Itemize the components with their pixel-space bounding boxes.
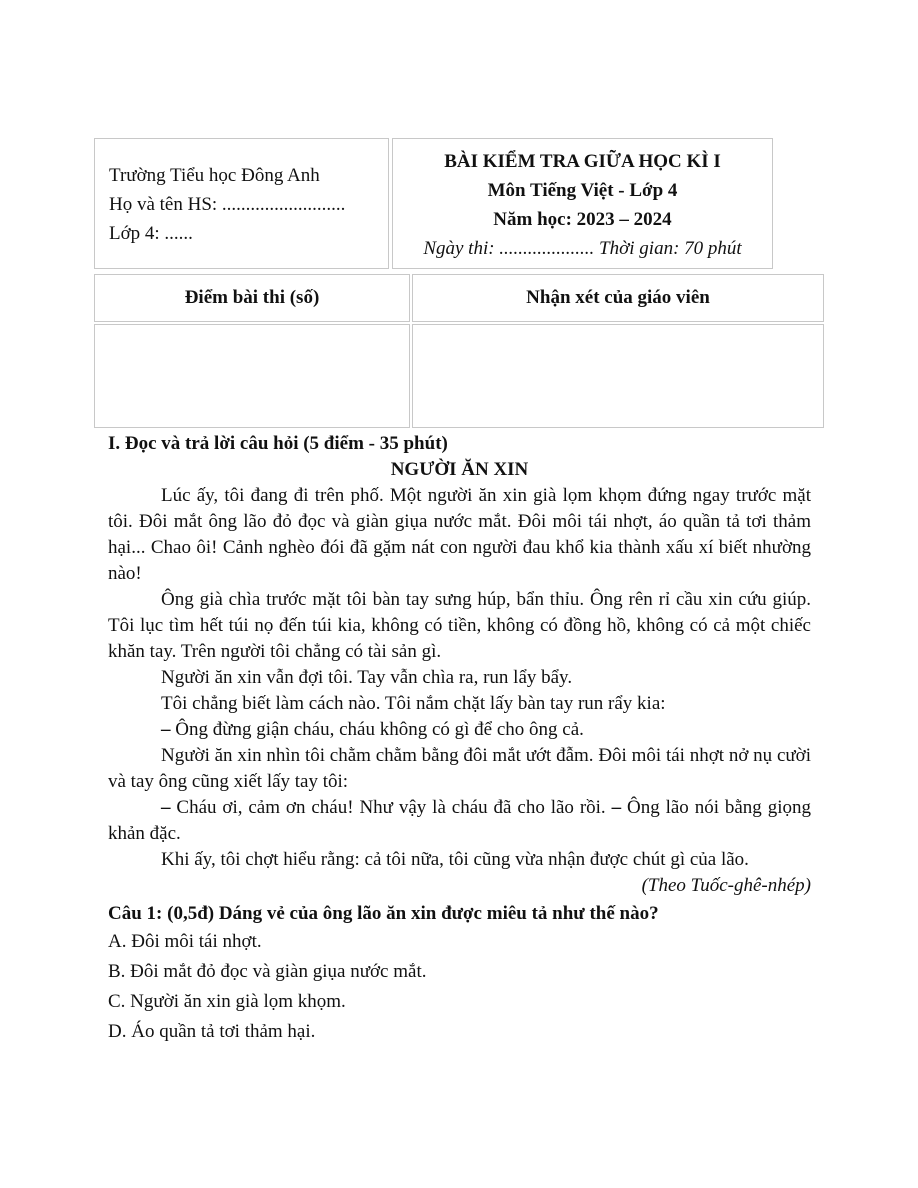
story-dialogue	[108, 717, 811, 743]
student-name-field: Họ và tên HS: ..........................	[109, 194, 346, 215]
teacher-comment-cell[interactable]	[412, 324, 824, 428]
section-heading: I. Đọc và trả lời câu hỏi (5 điểm - 35 phút)	[108, 433, 448, 454]
exam-subject: Môn Tiếng Việt - Lớp 4	[487, 180, 678, 201]
school-name: Trường Tiểu học Đông Anh	[109, 165, 320, 186]
exam-title-box	[392, 138, 773, 269]
story-paragraph: Tôi chẳng biết làm cách nào. Tôi nắm chặt lấy bàn tay run rẩy kia:	[161, 693, 666, 714]
answer-option-d[interactable]: D. Áo quần tả tơi thảm hại.	[108, 1021, 316, 1042]
dialogue-text: Ông đừng giận cháu, cháu không có gì để cho ông cả.	[170, 719, 584, 740]
story-source: (Theo Tuốc-ghê-nhép)	[641, 875, 811, 896]
answer-option-c[interactable]: C. Người ăn xin già lọm khọm.	[108, 991, 346, 1012]
story-paragraph: Khi ấy, tôi chợt hiểu rằng: cả tôi nữa, tôi cũng vừa nhận được chút gì của lão.	[161, 849, 749, 870]
school-info-box	[94, 138, 389, 269]
class-field: Lớp 4: ......	[109, 223, 193, 244]
exam-date-time: Ngày thi: .................... Thời gian: 70 phút	[423, 238, 742, 259]
story-paragraph: Người ăn xin nhìn tôi chằm chằm bằng đôi mắt ướt đẫm. Đôi môi tái nhợt nở nụ cười và tay ông cũng xiết lấy tay tôi:	[108, 745, 811, 792]
question-1: Câu 1: (0,5đ) Dáng vẻ của ông lão ăn xin được miêu tả như thế nào?	[108, 903, 659, 924]
story-title: NGƯỜI ĂN XIN	[390, 459, 529, 480]
dialogue-dash: –	[161, 719, 171, 740]
dialogue-text: Cháu ơi, cảm ơn cháu! Như vậy là cháu đã cho lão rồi.	[170, 797, 612, 818]
exam-title: BÀI KIỂM TRA GIỮA HỌC KÌ I	[444, 151, 721, 172]
score-header: Điểm bài thi (số)	[94, 274, 410, 322]
teacher-comment-header: Nhận xét của giáo viên	[412, 274, 824, 322]
story-paragraph: Ông già chìa trước mặt tôi bàn tay sưng húp, bẩn thỉu. Ông rên rỉ cầu xin cứu giúp. Tôi lục tìm hết túi nọ đến túi kia, không có tiền, không có đồng hồ, không có cả một chiếc khăn tay. Trên người tôi chẳng có tài sản gì.	[108, 589, 811, 662]
story-paragraph: Lúc ấy, tôi đang đi trên phố. Một người ăn xin già lọm khọm đứng ngay trước mặt tôi. Đôi mắt ông lão đỏ đọc và giàn giụa nước mắt. Đôi môi tái nhợt, áo quần tả tơi thảm hại... Chao ôi! Cảnh nghèo đói đã gặm nát con người đau khổ kia thành xấu xí biết nhường nào!	[108, 485, 811, 584]
score-cell[interactable]	[94, 324, 410, 428]
answer-option-a[interactable]: A. Đôi môi tái nhợt.	[108, 931, 262, 952]
answer-option-b[interactable]: B. Đôi mắt đỏ đọc và giàn giụa nước mắt.	[108, 961, 427, 982]
story-paragraph: Người ăn xin vẫn đợi tôi. Tay vẫn chìa ra, run lẩy bẩy.	[161, 667, 573, 688]
dialogue-text: Ông lão nói bằng giọng khản đặc.	[108, 797, 811, 844]
story-dialogue	[108, 795, 811, 847]
school-year: Năm học: 2023 – 2024	[493, 209, 672, 230]
dialogue-dash: –	[161, 797, 171, 818]
dialogue-dash: –	[611, 797, 622, 818]
reading-section	[108, 431, 811, 1047]
